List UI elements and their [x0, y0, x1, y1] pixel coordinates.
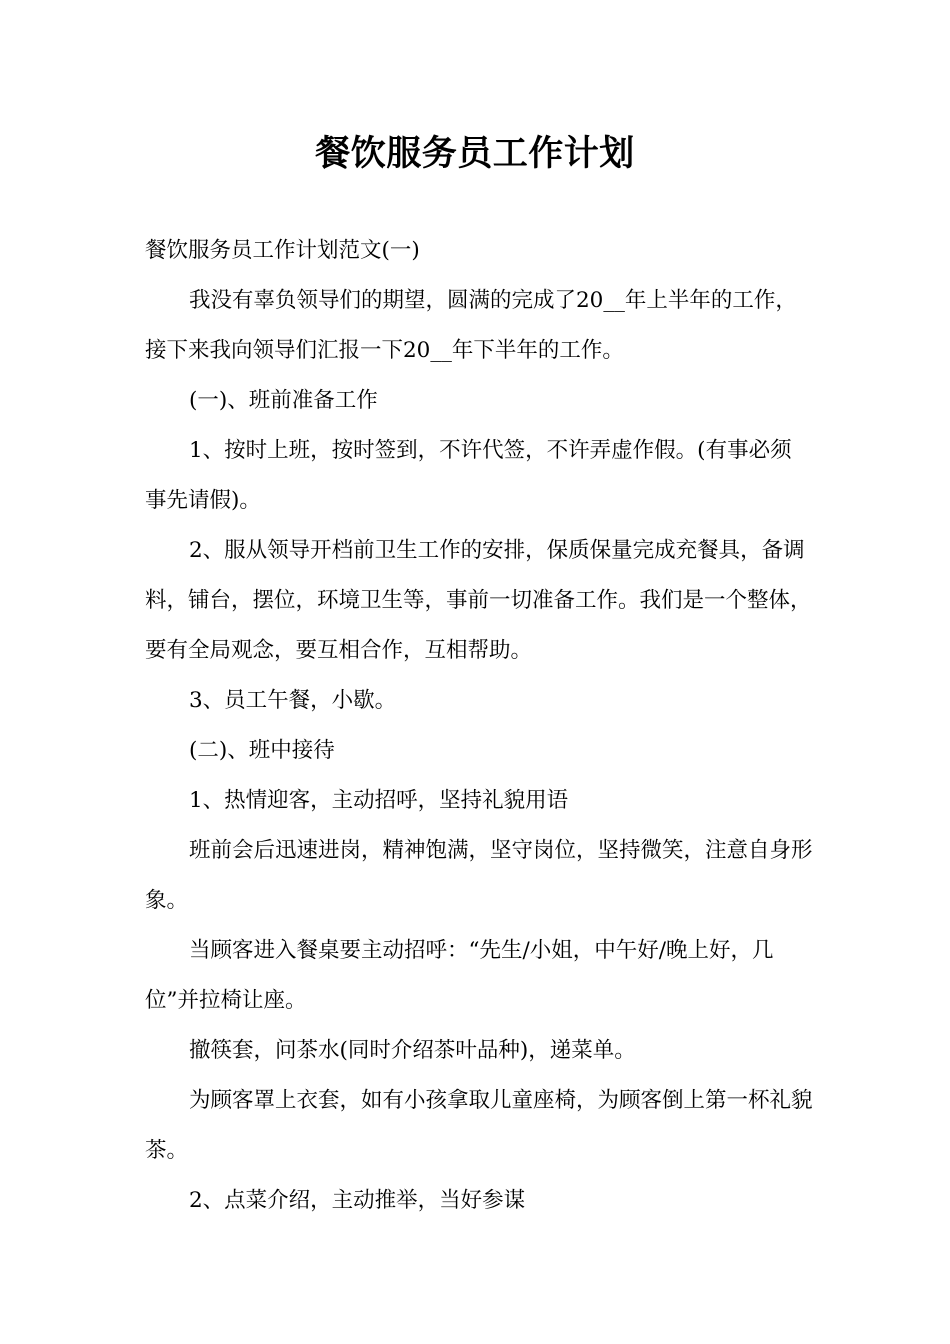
paragraph: 班前会后迅速进岗，精神饱满，坚守岗位，坚持微笑，注意自身形象。	[145, 838, 813, 913]
paragraph: 当顾客进入餐桌要主动招呼：“先生/小姐，中午好/晚上好，几位”并拉椅让座。	[145, 938, 774, 1013]
paragraph: 3、员工午餐，小歇。	[189, 688, 397, 713]
section-heading: (二)、班中接待	[189, 738, 335, 763]
paragraph: 2、服从领导开档前卫生工作的安排，保质保量完成充餐具，备调料，铺台，摆位，环境卫生等，事前一切准备工作。我们是一个整体，要有全局观念，要互相合作，互相帮助。	[145, 538, 812, 663]
document-body	[145, 226, 813, 1226]
paragraph: 1、按时上班，按时签到，不许代签，不许弄虚作假。(有事必须事先请假)。	[145, 438, 792, 513]
document-title: 餐饮服务员工作计划	[315, 134, 635, 174]
paragraph: 1、热情迎客，主动招呼，坚持礼貌用语	[189, 788, 569, 813]
paragraph-subtitle: 餐饮服务员工作计划范文(一)	[145, 238, 420, 263]
paragraph: 为顾客罩上衣套，如有小孩拿取儿童座椅，为顾客倒上第一杯礼貌茶。	[145, 1088, 813, 1163]
paragraph: 撤筷套，问茶水(同时介绍茶叶品种)，递菜单。	[189, 1038, 636, 1063]
section-heading: (一)、班前准备工作	[189, 388, 378, 413]
paragraph: 2、点菜介绍，主动推举，当好参谋	[189, 1188, 526, 1213]
paragraph: 我没有辜负领导们的期望，圆满的完成了20__年上半年的工作，接下来我向领导们汇报一下20__年下半年的工作。	[145, 288, 797, 363]
